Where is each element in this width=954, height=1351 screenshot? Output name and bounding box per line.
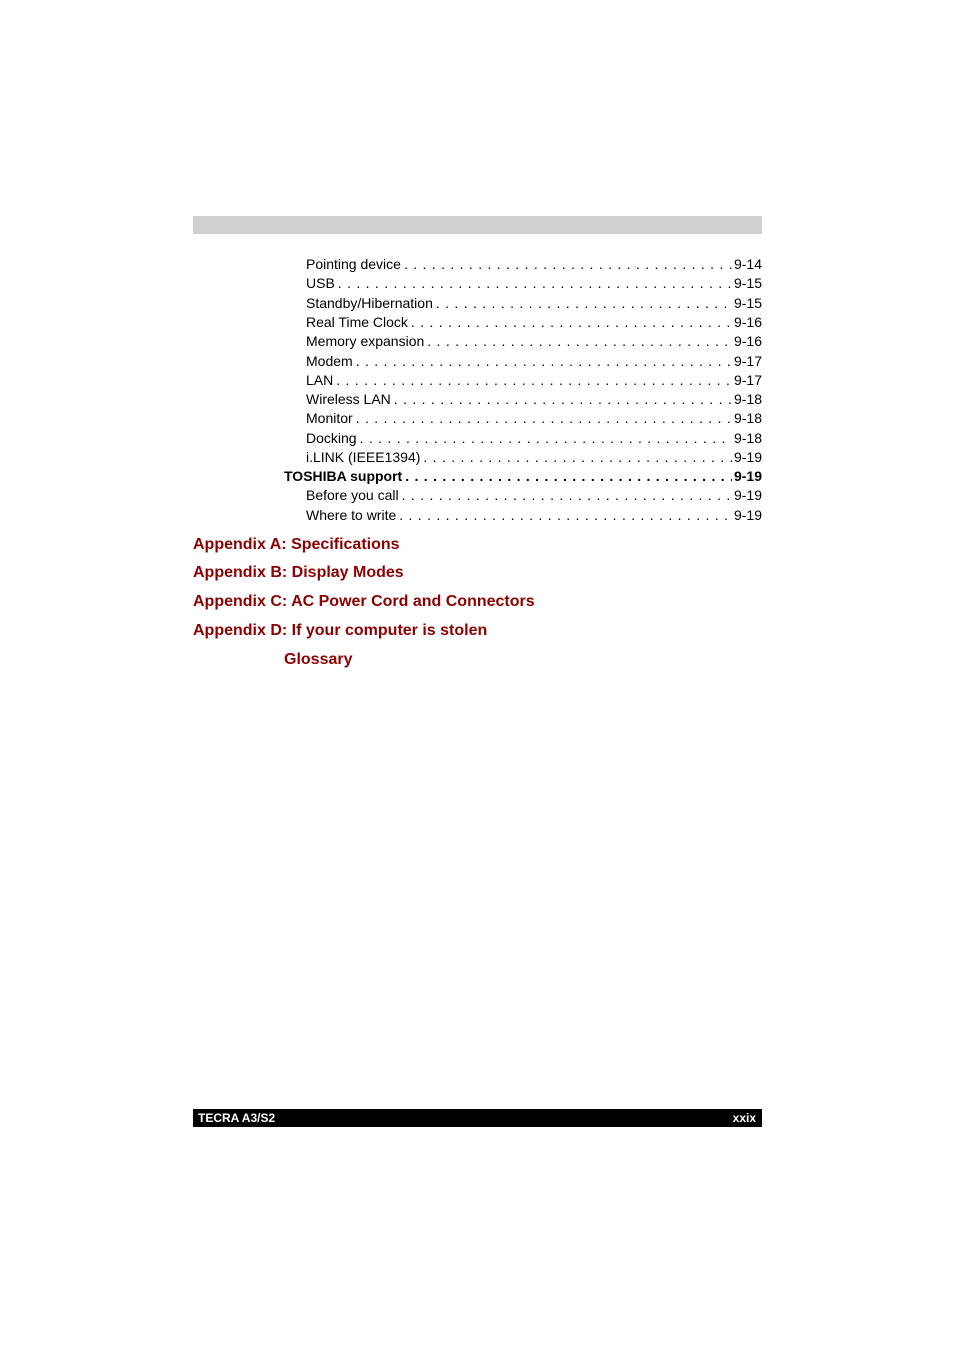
dot-leader	[427, 332, 732, 351]
footer-product-name: TECRA A3/S2	[198, 1111, 276, 1125]
dot-leader	[423, 448, 732, 467]
toc-entry-label: i.LINK (IEEE1394)	[306, 449, 421, 465]
toc-entry-page: 9-18	[733, 391, 762, 407]
dot-leader	[405, 467, 732, 486]
toc-entry-lan[interactable]	[306, 371, 762, 390]
toc-entry-label: TOSHIBA support	[284, 468, 403, 484]
toc-entry-toshiba-support[interactable]	[284, 467, 762, 486]
dot-leader	[402, 486, 732, 505]
toc-entry-page: 9-18	[733, 430, 762, 446]
toc-entry-label: Memory expansion	[306, 333, 425, 349]
toc-entry-label: Wireless LAN	[306, 391, 391, 407]
toc-entry-page: 9-17	[733, 353, 762, 369]
toc-entry-page: 9-19	[733, 507, 762, 523]
toc-entry-label: Standby/Hibernation	[306, 295, 433, 311]
toc-entry-page: 9-16	[733, 333, 762, 349]
toc-entry-label: LAN	[306, 372, 334, 388]
appendix-b-heading[interactable]: Appendix B: Display Modes	[193, 564, 404, 581]
toc-entry-label: Monitor	[306, 410, 353, 426]
dot-leader	[399, 506, 732, 525]
dot-leader	[356, 352, 732, 371]
toc-entry-label: Where to write	[306, 507, 397, 523]
appendix-a-heading[interactable]: Appendix A: Specifications	[193, 536, 400, 553]
toc-entry-usb[interactable]	[306, 274, 762, 293]
header-rule	[193, 216, 762, 234]
toc-entry-monitor[interactable]	[306, 409, 762, 428]
dot-leader	[336, 371, 732, 390]
toc-entry-standby-hibernation[interactable]	[306, 294, 762, 313]
dot-leader	[404, 255, 732, 274]
toc-entry-docking[interactable]	[306, 429, 762, 448]
toc-entry-pointing-device[interactable]	[306, 255, 762, 274]
toc-entry-page: 9-15	[733, 295, 762, 311]
toc-entry-page: 9-16	[733, 314, 762, 330]
toc-entry-page: 9-19	[733, 449, 762, 465]
dot-leader	[360, 429, 732, 448]
dot-leader	[394, 390, 732, 409]
toc-entry-real-time-clock[interactable]	[306, 313, 762, 332]
appendix-c-heading[interactable]: Appendix C: AC Power Cord and Connectors	[193, 593, 535, 610]
toc-entry-label: Pointing device	[306, 256, 401, 272]
dot-leader	[356, 409, 732, 428]
dot-leader	[411, 313, 732, 332]
toc-entry-where-to-write[interactable]	[306, 506, 762, 525]
glossary-heading[interactable]: Glossary	[284, 651, 353, 668]
footer-page-number: xxix	[732, 1111, 756, 1125]
toc-entry-label: Docking	[306, 430, 357, 446]
toc-entry-label: Before you call	[306, 487, 399, 503]
toc-entry-page: 9-18	[733, 410, 762, 426]
toc-entry-page: 9-19	[733, 487, 762, 503]
toc-entry-label: Real Time Clock	[306, 314, 408, 330]
toc-entry-page: 9-17	[733, 372, 762, 388]
toc-entry-page: 9-14	[733, 256, 762, 272]
appendix-d-heading[interactable]: Appendix D: If your computer is stolen	[193, 622, 488, 639]
toc-entry-memory-expansion[interactable]	[306, 332, 762, 351]
toc-entry-modem[interactable]	[306, 352, 762, 371]
toc-entry-page: 9-19	[733, 468, 762, 484]
toc-entry-before-you-call[interactable]	[306, 486, 762, 505]
toc-entry-label: USB	[306, 275, 335, 291]
toc-entry-ilink[interactable]	[306, 448, 762, 467]
toc-entry-wireless-lan[interactable]	[306, 390, 762, 409]
toc-entry-label: Modem	[306, 353, 353, 369]
toc-entry-page: 9-15	[733, 275, 762, 291]
footer-bar	[193, 1109, 762, 1127]
dot-leader	[338, 274, 732, 293]
dot-leader	[436, 294, 732, 313]
